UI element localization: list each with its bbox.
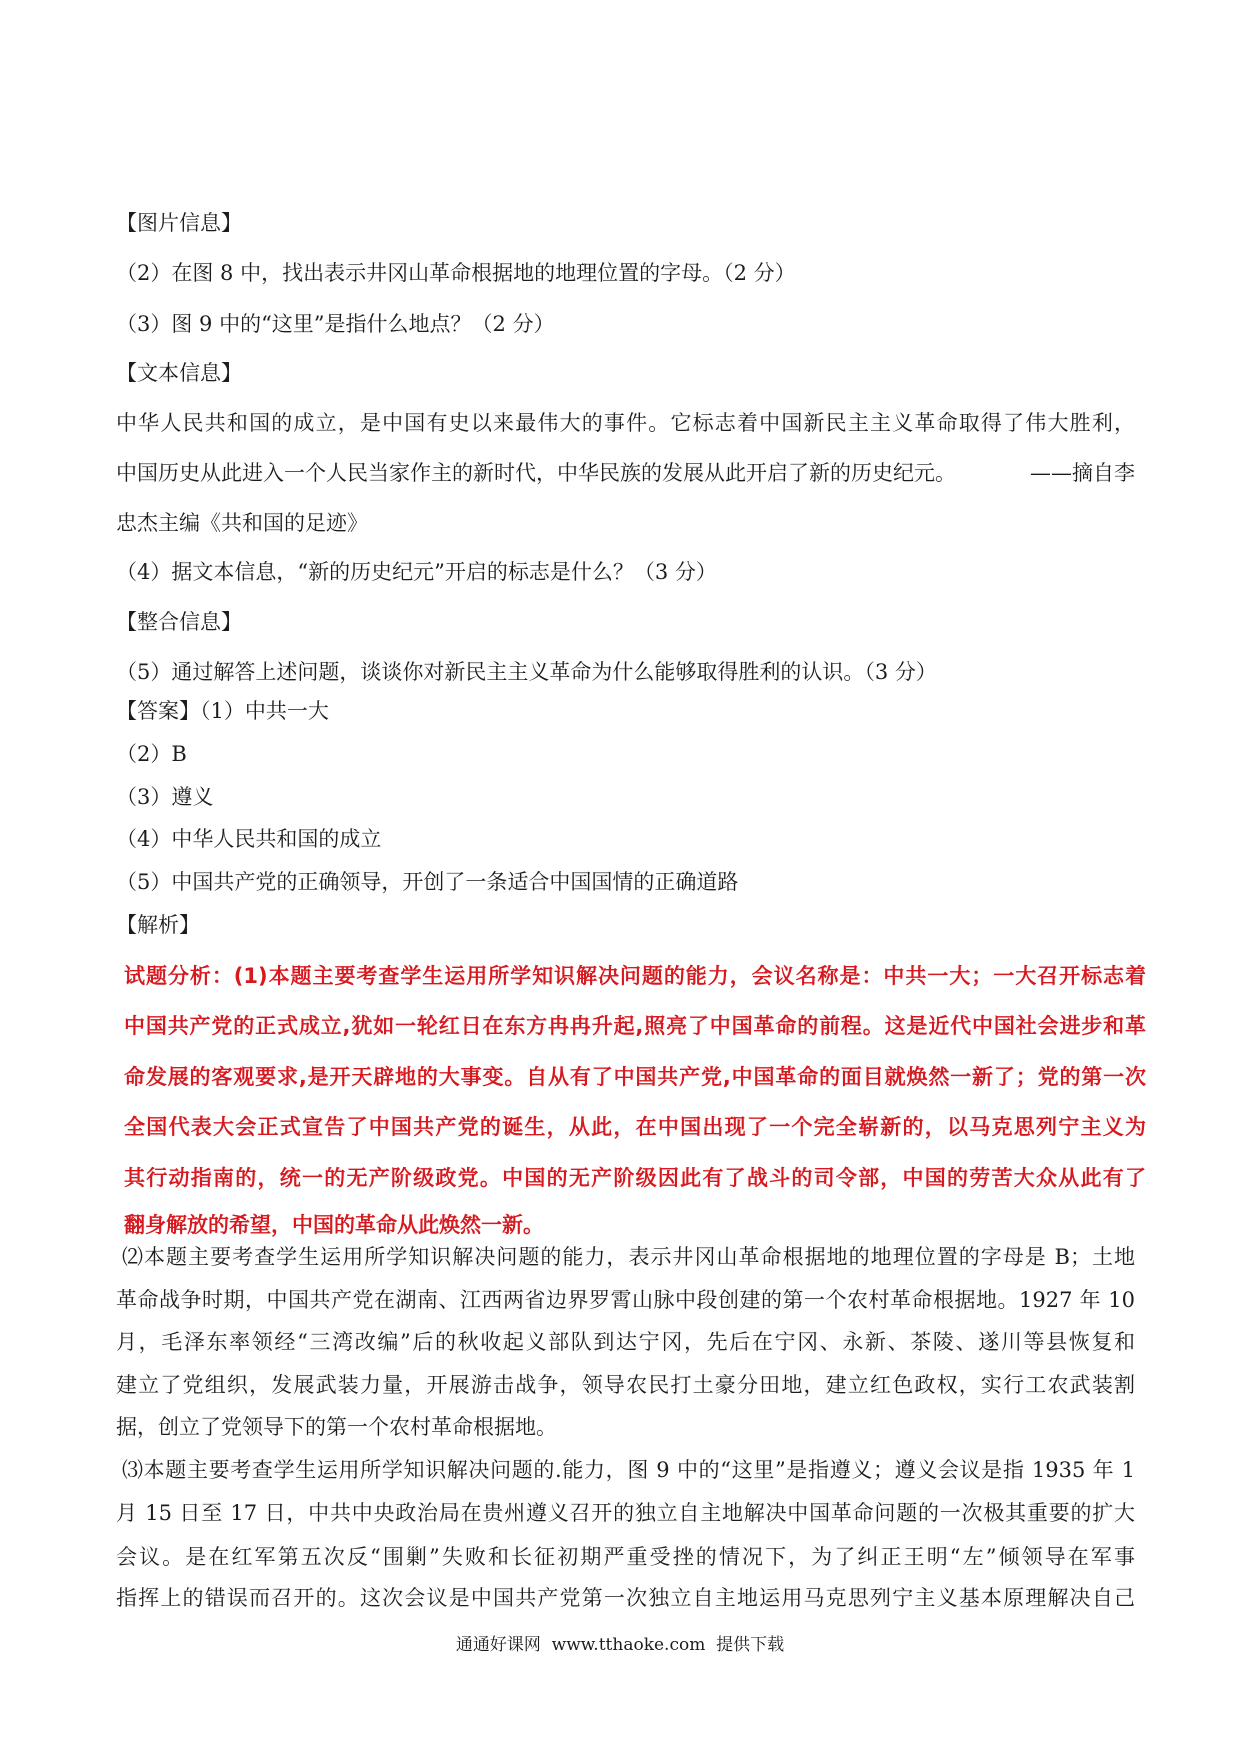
analysis-red-line: 其行动指南的，统一的无产阶级政党。中国的无产阶级因此有了战斗的司令部，中国的劳苦大众从此有了 bbox=[124, 1166, 1146, 1190]
analysis-part2-line: 革命战争时期，中国共产党在湖南、江西两省边界罗霄山脉中段创建的第一个农村革命根据地。1927 年 10 bbox=[116, 1288, 1135, 1312]
answer-item: （4）中华人民共和国的成立 bbox=[116, 827, 382, 851]
analysis-part2-line: 建立了党组织，发展武装力量，开展游击战争，领导农民打土豪分田地，建立红色政权，实行工农武装割 bbox=[116, 1373, 1135, 1397]
analysis-red-line: 全国代表大会正式宣告了中国共产党的诞生，从此，在中国出现了一个完全崭新的，以马克思列宁主义为 bbox=[124, 1115, 1146, 1139]
passage-source: ——摘自李 bbox=[1030, 461, 1135, 485]
passage-line bbox=[116, 458, 1135, 488]
analysis-part2-line: 据，创立了党领导下的第一个农村革命根据地。 bbox=[116, 1415, 557, 1439]
analysis-part2-line: ⑵本题主要考查学生运用所学知识解决问题的能力，表示井冈山革命根据地的地理位置的字母是 B；土地 bbox=[122, 1245, 1135, 1269]
answer-item: （1）中共一大 bbox=[200, 699, 329, 723]
page-footer: 通通好课网 www.tthaoke.com 提供下载 bbox=[455, 1635, 785, 1655]
analysis-part3-line: 指挥上的错误而召开的。这次会议是中国共产党第一次独立自主地运用马克思列宁主义基本原理解决自己 bbox=[116, 1586, 1135, 1610]
passage-text: 中国历史从此进入一个人民当家作主的新时代，中华民族的发展从此开启了新的历史纪元。 bbox=[116, 461, 956, 485]
question-2: （2）在图 8 中，找出表示井冈山革命根据地的地理位置的字母。（2 分） bbox=[116, 261, 796, 285]
question-5: （5）通过解答上述问题，谈谈你对新民主主义革命为什么能够取得胜利的认识。（3 分） bbox=[116, 660, 937, 684]
answer-item: （5）中国共产党的正确领导，开创了一条适合中国国情的正确道路 bbox=[116, 870, 739, 894]
analysis-red-line: 翻身解放的希望，中国的革命从此焕然一新。 bbox=[124, 1213, 544, 1237]
answer-item: （2）B bbox=[116, 742, 187, 766]
answer-label: 【答案】 bbox=[116, 699, 200, 723]
analysis-red-line: 命发展的客观要求,是开天辟地的大事变。自从有了中国共产党,中国革命的面目就焕然一新了；党的第一次 bbox=[124, 1065, 1146, 1089]
analysis-part3-line: ⑶本题主要考查学生运用所学知识解决问题的.能力，图 9 中的“这里”是指遵义；遵义会议是指 1935 年 1 bbox=[122, 1458, 1135, 1482]
analysis-red-line: 试题分析：(1)本题主要考查学生运用所学知识解决问题的能力，会议名称是：中共一大；一大召开标志着 bbox=[124, 964, 1146, 988]
question-4: （4）据文本信息，“新的历史纪元”开启的标志是什么？（3 分） bbox=[116, 560, 717, 584]
passage-line: 中华人民共和国的成立，是中国有史以来最伟大的事件。它标志着中国新民主主义革命取得了伟大胜利， bbox=[116, 411, 1135, 435]
analysis-red-line: 中国共产党的正式成立,犹如一轮红日在东方冉冉升起,照亮了中国革命的前程。这是近代中国社会进步和革 bbox=[124, 1014, 1146, 1038]
integrated-info-heading: 【整合信息】 bbox=[116, 610, 242, 634]
answer-line bbox=[116, 696, 329, 726]
passage-source-line: 忠杰主编《共和国的足迹》 bbox=[116, 511, 368, 535]
answer-item: （3）遵义 bbox=[116, 785, 214, 809]
text-info-heading: 【文本信息】 bbox=[116, 361, 242, 385]
analysis-heading: 【解析】 bbox=[116, 913, 200, 937]
analysis-part3-line: 月 15 日至 17 日，中共中央政治局在贵州遵义召开的独立自主地解决中国革命问题的一次极其重要的扩大 bbox=[116, 1501, 1135, 1525]
question-3: （3）图 9 中的“这里”是指什么地点？（2 分） bbox=[116, 312, 555, 336]
analysis-part2-line: 月，毛泽东率领经“三湾改编”后的秋收起义部队到达宁冈，先后在宁冈、永新、茶陵、遂川等县恢复和 bbox=[116, 1330, 1135, 1354]
image-info-heading: 【图片信息】 bbox=[116, 211, 242, 235]
analysis-part3-line: 会议。是在红军第五次反“围剿”失败和长征初期严重受挫的情况下，为了纠正王明“左”倾领导在军事 bbox=[116, 1545, 1135, 1569]
